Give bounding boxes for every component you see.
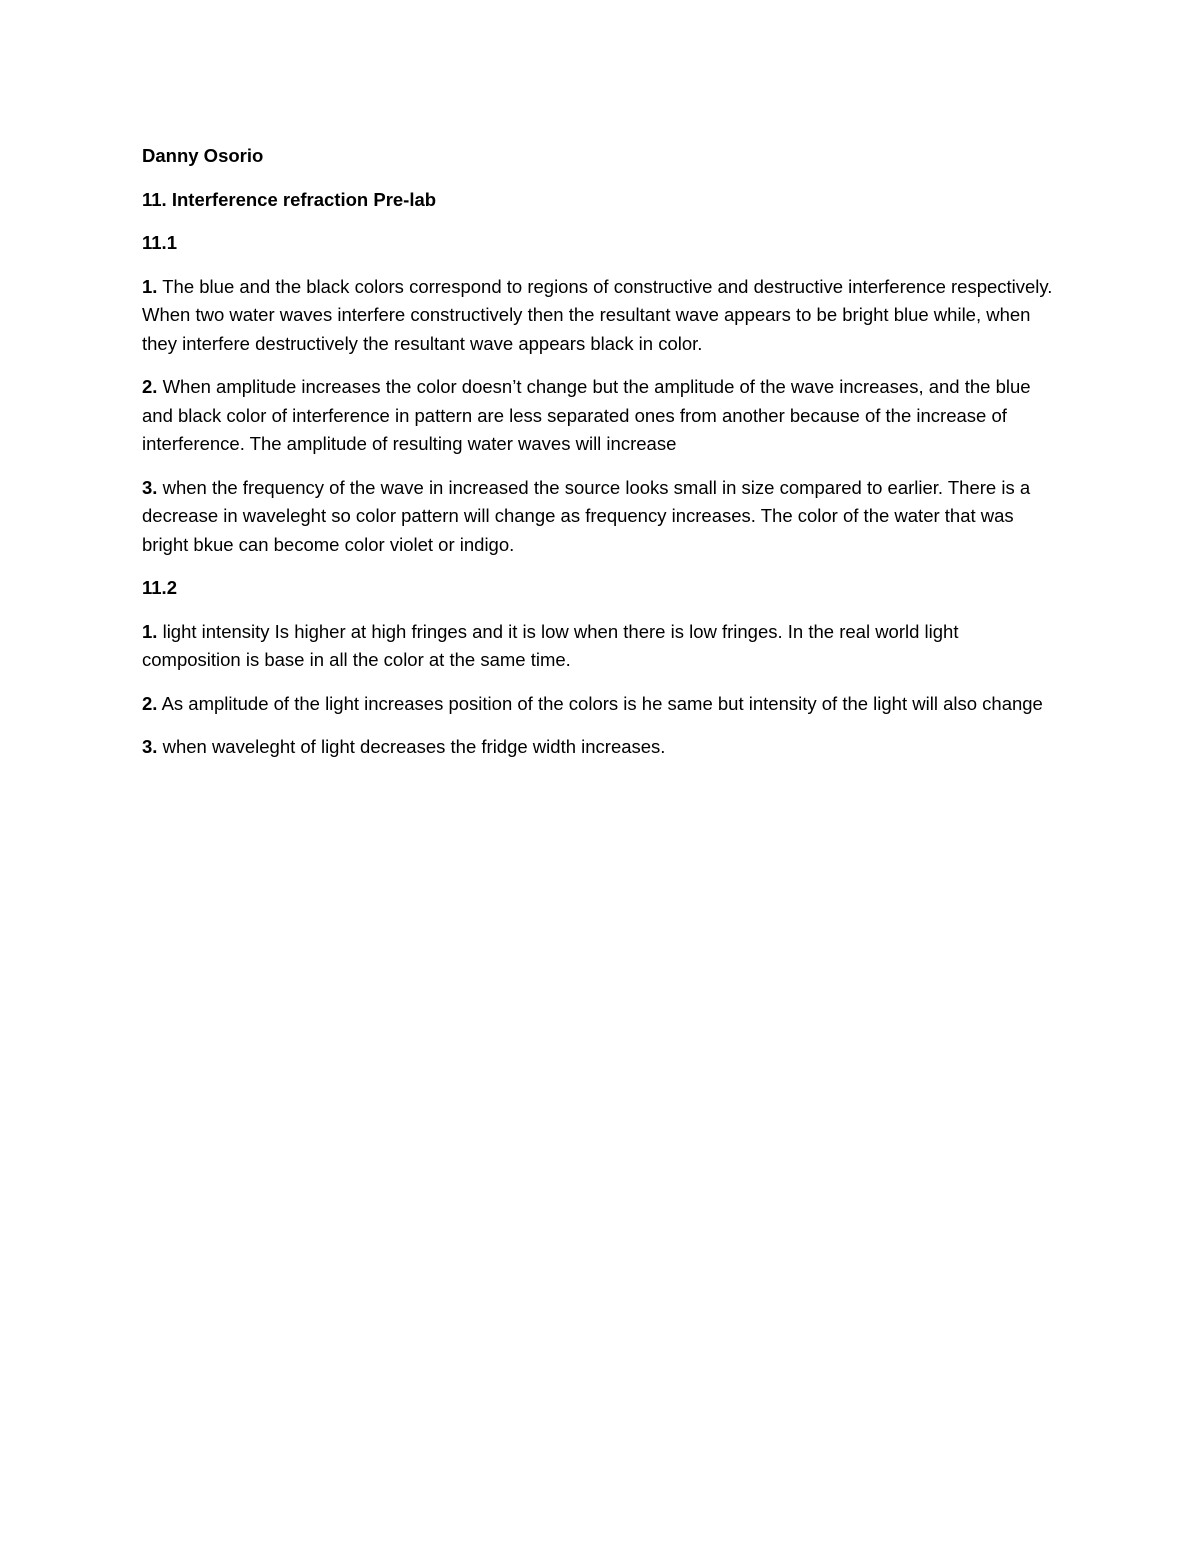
item-number: 3. — [142, 736, 158, 757]
section-heading-11-2: 11.2 — [142, 577, 177, 598]
author-name: Danny Osorio — [142, 145, 264, 166]
item-number: 2. — [142, 376, 158, 397]
item-text: when the frequency of the wave in increased the source looks small in size compared to earlier. There is a decrease in waveleght so color pattern will change as frequency increases. The color of the water that was bright bkue can become color violet or indigo. — [142, 476, 1031, 555]
answer-11-2-2 — [142, 690, 1062, 719]
item-text: When amplitude increases the color doesn’t change but the amplitude of the wave increases, and the blue and black color of interference in pattern are less separated ones from another because of the increase of interference. The amplitude of resulting water waves will increase — [142, 376, 1031, 454]
item-text: As amplitude of the light increases position of the colors is he same but intensity of the light will also change — [161, 692, 1043, 714]
section-heading-11-1: 11.1 — [142, 232, 177, 253]
answer-11-1-3 — [142, 474, 1062, 560]
item-number: 3. — [142, 476, 158, 498]
answer-11-2-3 — [142, 733, 1062, 762]
item-number: 1. — [142, 620, 158, 642]
item-number: 1. — [142, 275, 158, 297]
item-text: The blue and the black colors correspond to regions of constructive and destructive interference respectively. When two water waves interfere constructively then the resultant wave appears to be bright blue while, when they interfere destructively the resultant wave appears black in color. — [142, 275, 1053, 354]
answer-11-2-1 — [142, 618, 1062, 675]
item-text: light intensity Is higher at high fringes and it is low when there is low fringes. In the real world light composition is base in all the color at the same time. — [142, 620, 959, 670]
answer-11-1-1 — [142, 273, 1062, 359]
item-number: 2. — [142, 692, 158, 714]
item-text: when waveleght of light decreases the fridge width increases. — [162, 736, 666, 757]
document-body — [142, 142, 1062, 777]
answer-11-1-2 — [142, 373, 1062, 459]
document-title: 11. Interference refraction Pre-lab — [142, 188, 437, 210]
